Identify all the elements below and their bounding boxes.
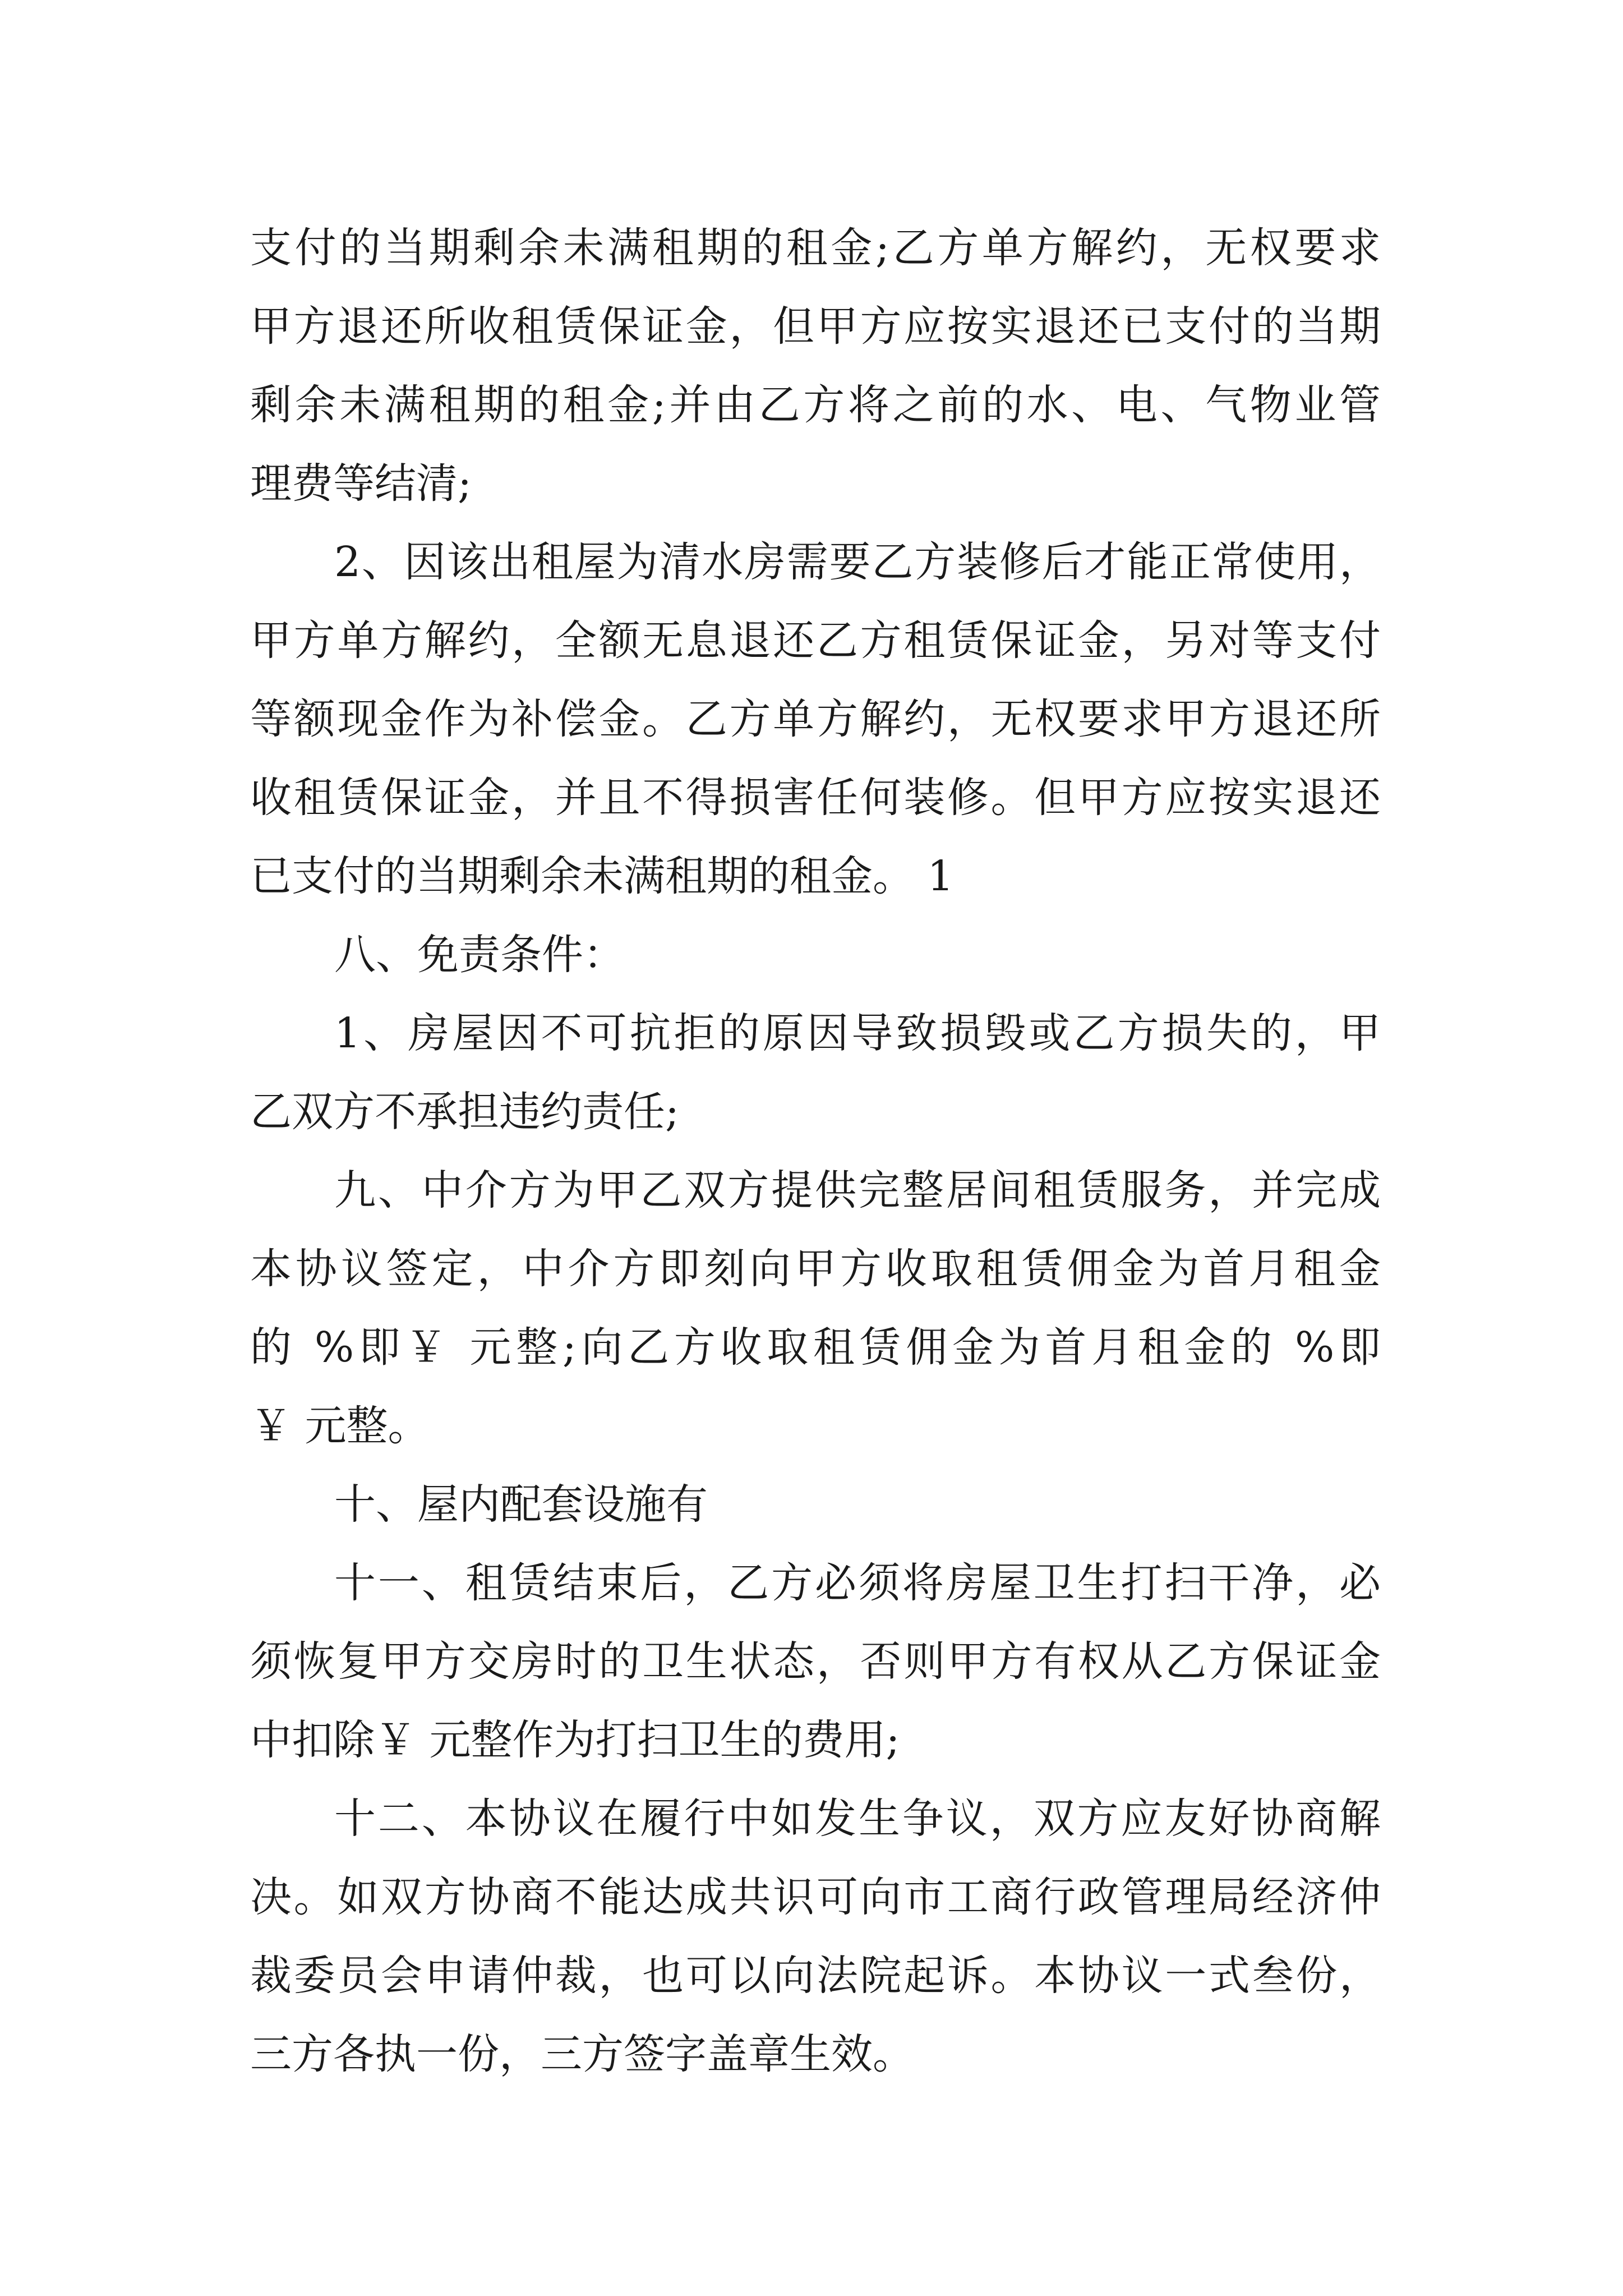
text-line: 十、屋内配套设施有: [334, 1480, 708, 1529]
text-line: 中扣除￥ 元整作为打扫卫生的费用;: [250, 1716, 900, 1764]
text-line: 裁委员会申请仲裁，也可以向法院起诉。本协议一式叁份，: [250, 1952, 1381, 2000]
text-line: 九、中介方为甲乙双方提供完整居间租赁服务，并完成: [334, 1166, 1381, 1214]
text-line: 八、免责条件：: [334, 931, 625, 979]
text-line: 甲方单方解约，全额无息退还乙方租赁保证金，另对等支付: [250, 616, 1381, 665]
text-line: 已支付的当期剩余未满租期的租金。 1: [250, 852, 954, 900]
text-line: 2、因该出租屋为清水房需要乙方装修后才能正常使用，: [334, 538, 1381, 586]
text-line: 决。如双方协商不能达成共识可向市工商行政管理局经济仲: [250, 1873, 1381, 1921]
text-line: 须恢复甲方交房时的卫生状态，否则甲方有权从乙方保证金: [250, 1637, 1381, 1686]
text-line: 十一、租赁结束后，乙方必须将房屋卫生打扫干净，必: [334, 1559, 1381, 1607]
text-line: 支付的当期剩余未满租期的租金;乙方单方解约，无权要求: [250, 224, 1381, 272]
document-page: [250, 209, 1381, 2093]
text-line: 十二、本协议在履行中如发生争议，双方应友好协商解: [334, 1795, 1381, 1843]
text-line: 剩余未满租期的租金;并由乙方将之前的水、电、气物业管: [250, 381, 1381, 429]
text-line: 本协议签定，中介方即刻向甲方收取租赁佣金为首月租金: [250, 1245, 1381, 1293]
text-line: 乙双方不承担违约责任;: [250, 1088, 679, 1136]
text-line: 等额现金作为补偿金。乙方单方解约，无权要求甲方退还所: [250, 695, 1381, 743]
text-line: 甲方退还所收租赁保证金，但甲方应按实退还已支付的当期: [250, 302, 1381, 351]
text-line: 的 %即￥ 元整;向乙方收取租赁佣金为首月租金的 %即: [250, 1323, 1381, 1372]
text-line: 收租赁保证金，并且不得损害任何装修。但甲方应按实退还: [250, 774, 1381, 822]
text-line: 1、房屋因不可抗拒的原因导致损毁或乙方损失的，甲: [334, 1009, 1381, 1057]
text-line: 理费等结清;: [250, 459, 472, 508]
text-line: ￥ 元整。: [250, 1402, 430, 1450]
text-line: 三方各执一份，三方签字盖章生效。: [250, 2030, 914, 2078]
